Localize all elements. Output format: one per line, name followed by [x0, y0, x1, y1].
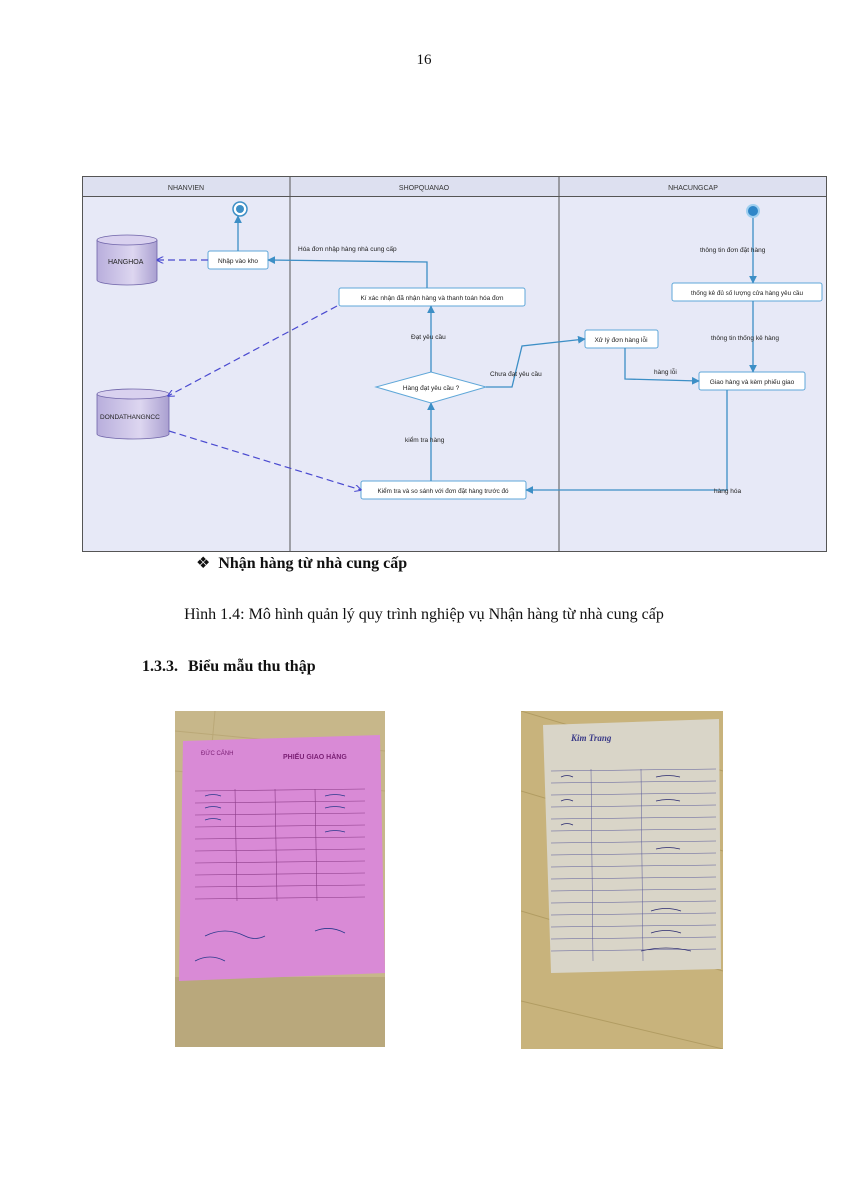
action-nhap-vao-kho	[208, 251, 268, 269]
page-number: 16	[416, 52, 432, 68]
section-title: Biểu mẫu thu thập	[188, 658, 316, 675]
photo-delivery-form	[175, 711, 385, 1047]
lane-shopquanao: SHOPQUANAO	[398, 185, 450, 192]
datastore-hanghoa-label: HANGHOA	[108, 259, 144, 266]
photo-handwritten-receipt	[521, 711, 723, 1049]
action-thong-ke	[672, 283, 822, 301]
flow-label-thong-tin-don: thông tin đơn đặt hàng	[700, 247, 766, 254]
svg-text:Kiểm tra và so sánh với đơn đặ: Kiểm tra và so sánh với đơn đặt hàng trước đó	[377, 488, 509, 495]
lane-nhacungcap: NHACUNGCAP	[668, 185, 718, 192]
datastore-hanghoa	[97, 235, 157, 285]
action-ki-xac-nhan	[339, 288, 525, 306]
svg-text:Kí xác nhận đã nhận hàng và th: Kí xác nhận đã nhận hàng và thanh toán hóa đơn	[360, 295, 504, 302]
svg-text:Xử lý đơn hàng lỗi: Xử lý đơn hàng lỗi	[594, 337, 648, 344]
diamond-bullet-icon: ❖	[196, 555, 211, 572]
initial-node	[747, 205, 759, 217]
flow-label-kiem-tra-hang: kiểm tra hàng	[405, 437, 445, 444]
final-node	[233, 202, 247, 216]
svg-text:Nhập vào kho: Nhập vào kho	[217, 258, 259, 265]
section-heading	[142, 658, 316, 676]
flow-label-dat-yeu-cau: Đạt yêu cầu	[411, 334, 446, 341]
datastore-dondathangncc	[97, 389, 169, 439]
photo-left-header-right: PHIẾU GIAO HÀNG	[283, 754, 347, 761]
section-number: 1.3.3.	[142, 658, 178, 675]
figure-caption: Hình 1.4: Mô hình quản lý quy trình nghiệp vụ Nhận hàng từ nhà cung cấp	[184, 606, 664, 623]
flow-label-hang-hoa: hàng hóa	[714, 488, 742, 495]
svg-text:thống kê đủ số lượng cửa hàng: thống kê đủ số lượng cửa hàng yêu cầu	[691, 290, 803, 297]
action-kiem-tra-so-sanh	[361, 481, 526, 499]
flow-label-thong-tin-thong-ke: thông tin thống kê hàng	[711, 335, 779, 342]
activity-diagram	[82, 176, 827, 552]
lane-nhanvien: NHANVIEN	[167, 185, 205, 192]
action-giao-hang	[699, 372, 805, 390]
datastore-dondathangncc-label: DONDATHANGNCC	[100, 414, 160, 421]
svg-text:Giao hàng và kèm phiếu giao: Giao hàng và kèm phiếu giao	[709, 379, 795, 386]
flow-label-hoa-don: Hóa đơn nhập hàng nhà cung cấp	[298, 246, 397, 253]
svg-text:Hàng đạt yêu cầu ?: Hàng đạt yêu cầu ?	[402, 385, 460, 392]
bullet-heading: ❖ Nhận hàng từ nhà cung cấp	[196, 555, 408, 572]
flow-label-hang-loi: hàng lỗi	[654, 369, 677, 376]
action-xu-ly-don-hang-loi	[585, 330, 658, 348]
photo-right-header: Kim Trang	[571, 733, 612, 743]
flow-label-chua-dat: Chưa đạt yêu cầu	[490, 371, 542, 378]
photo-left-header-left: ĐỨC CẢNH	[201, 751, 234, 757]
